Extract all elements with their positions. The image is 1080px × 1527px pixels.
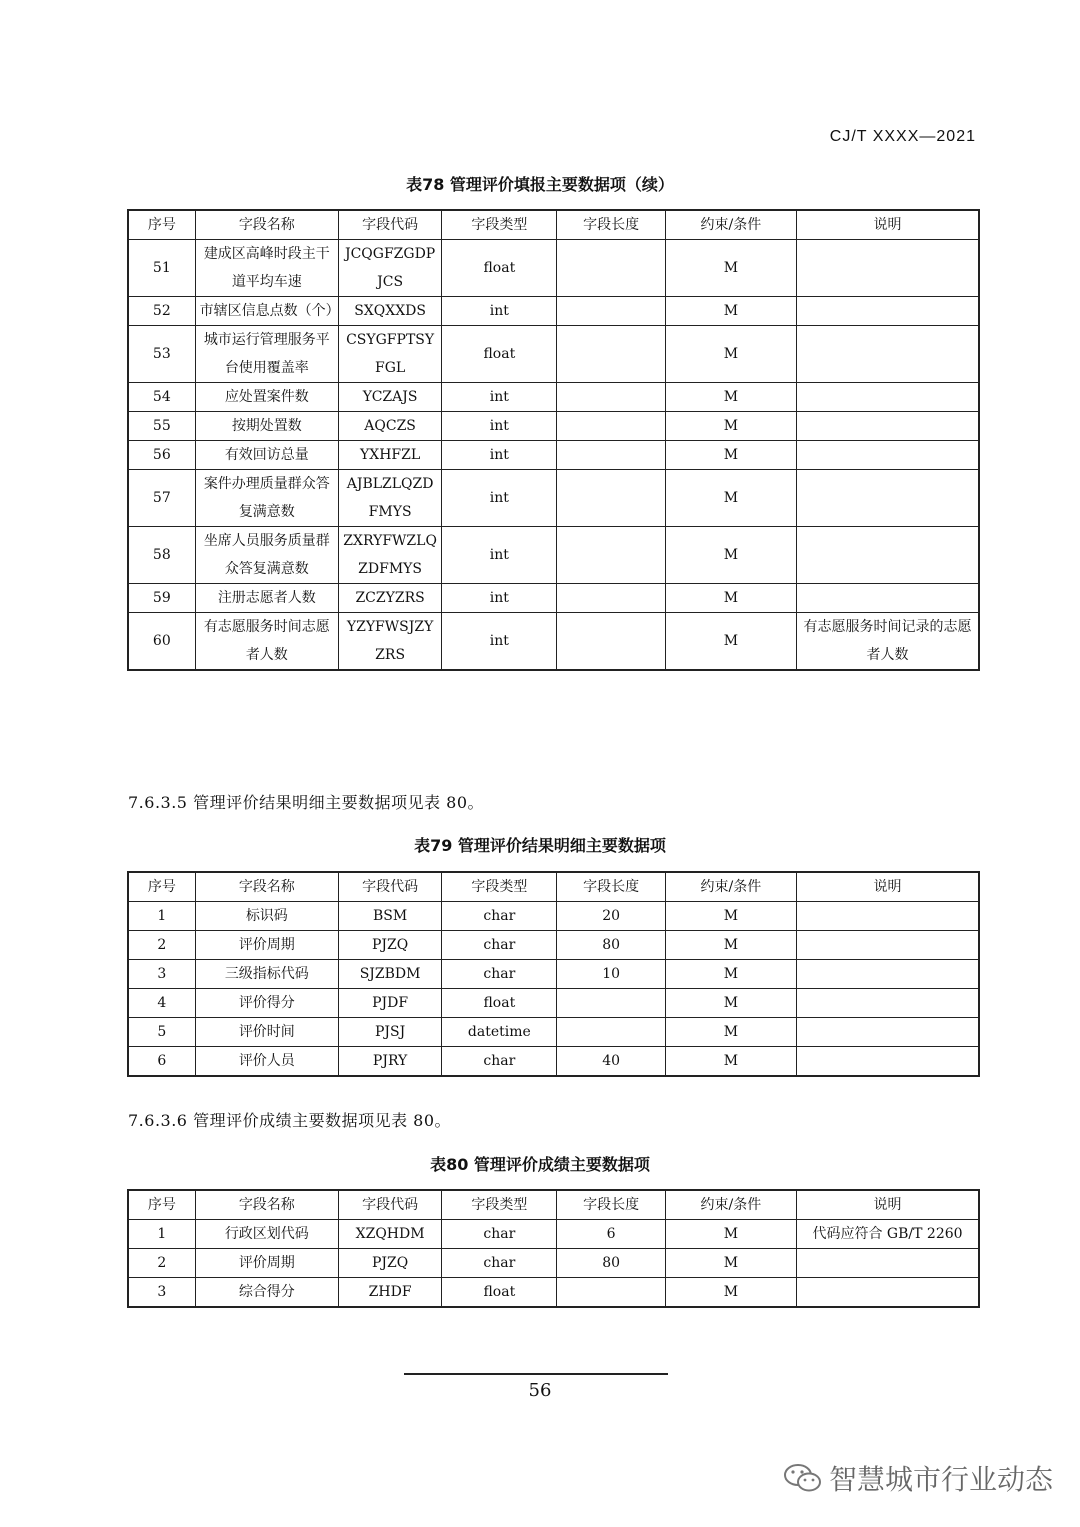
table-cell: ZHDF <box>338 1278 441 1308</box>
table-cell: M <box>665 527 796 584</box>
table-cell: 评价人员 <box>195 1047 338 1077</box>
table-cell <box>797 584 979 613</box>
column-header: 说明 <box>797 872 979 902</box>
table-cell <box>797 1018 979 1047</box>
table-row <box>128 441 979 470</box>
table80 <box>127 1189 980 1308</box>
table80-header-row <box>128 1190 979 1220</box>
column-header: 字段代码 <box>338 872 441 902</box>
table79 <box>127 871 980 1077</box>
column-header: 字段名称 <box>195 210 338 240</box>
column-header: 字段类型 <box>442 872 557 902</box>
table-row <box>128 1249 979 1278</box>
table-cell <box>557 584 665 613</box>
table-cell: 55 <box>128 412 195 441</box>
table-cell <box>557 527 665 584</box>
column-header: 约束/条件 <box>665 210 796 240</box>
table-cell: 3 <box>128 960 195 989</box>
table-cell: 57 <box>128 470 195 527</box>
table-cell: 1 <box>128 902 195 931</box>
table-cell: AJBLZLQZDFMYS <box>338 470 441 527</box>
table-cell: 54 <box>128 383 195 412</box>
table-cell: int <box>442 383 557 412</box>
table-row <box>128 960 979 989</box>
table-cell: int <box>442 470 557 527</box>
table-row <box>128 240 979 297</box>
table-cell: M <box>665 960 796 989</box>
column-header: 说明 <box>797 210 979 240</box>
table-cell: 建成区高峰时段主干道平均车速 <box>195 240 338 297</box>
clause-7-6-3-6: 7.6.3.6 管理评价成绩主要数据项见表 80。 <box>128 1111 452 1130</box>
table-cell: YZYFWSJZYZRS <box>338 613 441 671</box>
table-row <box>128 383 979 412</box>
page-number: 56 <box>528 1380 552 1401</box>
table-row <box>128 527 979 584</box>
table-cell: 2 <box>128 931 195 960</box>
table-cell: char <box>442 1249 557 1278</box>
table-cell: M <box>665 470 796 527</box>
table-cell <box>557 240 665 297</box>
table-cell: M <box>665 613 796 671</box>
table-cell: M <box>665 989 796 1018</box>
column-header: 字段长度 <box>557 1190 665 1220</box>
table-cell: 3 <box>128 1278 195 1308</box>
table-cell: 三级指标代码 <box>195 960 338 989</box>
table-cell: SJZBDM <box>338 960 441 989</box>
table-cell <box>797 960 979 989</box>
table-cell: 有志愿服务时间志愿者人数 <box>195 613 338 671</box>
table-cell: char <box>442 931 557 960</box>
table-cell: AQCZS <box>338 412 441 441</box>
table-row <box>128 584 979 613</box>
table-cell: 52 <box>128 297 195 326</box>
table-cell <box>557 412 665 441</box>
column-header: 字段长度 <box>557 872 665 902</box>
column-header: 字段类型 <box>442 1190 557 1220</box>
table-cell: M <box>665 584 796 613</box>
table-cell: PJZQ <box>338 1249 441 1278</box>
table-cell: float <box>442 326 557 383</box>
column-header: 字段长度 <box>557 210 665 240</box>
table-row <box>128 931 979 960</box>
column-header: 序号 <box>128 210 195 240</box>
table-cell: M <box>665 1278 796 1308</box>
table79-body <box>128 902 979 1077</box>
table-cell <box>797 240 979 297</box>
table-cell: 评价周期 <box>195 1249 338 1278</box>
table-cell: 51 <box>128 240 195 297</box>
table-cell: 4 <box>128 989 195 1018</box>
table-cell: 城市运行管理服务平台使用覆盖率 <box>195 326 338 383</box>
table-cell: 标识码 <box>195 902 338 931</box>
table-cell: int <box>442 441 557 470</box>
table-cell: M <box>665 412 796 441</box>
column-header: 序号 <box>128 872 195 902</box>
table-cell <box>557 613 665 671</box>
table79-header-row <box>128 872 979 902</box>
table-cell: float <box>442 1278 557 1308</box>
table-cell: int <box>442 584 557 613</box>
table-cell: 10 <box>557 960 665 989</box>
wechat-icon <box>783 1461 823 1495</box>
table-cell: 注册志愿者人数 <box>195 584 338 613</box>
column-header: 字段类型 <box>442 210 557 240</box>
table-cell: 58 <box>128 527 195 584</box>
table-cell: 6 <box>128 1047 195 1077</box>
table-cell: float <box>442 240 557 297</box>
table-cell: M <box>665 240 796 297</box>
table-cell: ZCZYZRS <box>338 584 441 613</box>
column-header: 字段名称 <box>195 1190 338 1220</box>
table-cell: 坐席人员服务质量群众答复满意数 <box>195 527 338 584</box>
table-cell: PJRY <box>338 1047 441 1077</box>
table-cell: SXQXXDS <box>338 297 441 326</box>
table-cell: YCZAJS <box>338 383 441 412</box>
table-cell <box>797 931 979 960</box>
table-cell: 53 <box>128 326 195 383</box>
table-cell: M <box>665 383 796 412</box>
table-cell: XZQHDM <box>338 1220 441 1249</box>
table-cell: int <box>442 527 557 584</box>
table-cell <box>557 1018 665 1047</box>
table-cell <box>557 297 665 326</box>
table-cell: 案件办理质量群众答复满意数 <box>195 470 338 527</box>
table-cell <box>797 383 979 412</box>
table-row <box>128 1047 979 1077</box>
table-cell: M <box>665 1249 796 1278</box>
table-cell <box>797 902 979 931</box>
table-cell: int <box>442 297 557 326</box>
table80-body <box>128 1220 979 1308</box>
document-code: CJ/T XXXX—2021 <box>829 128 976 145</box>
table78-header-row <box>128 210 979 240</box>
table-cell: BSM <box>338 902 441 931</box>
table-cell: 应处置案件数 <box>195 383 338 412</box>
watermark <box>783 1458 1053 1498</box>
column-header: 约束/条件 <box>665 1190 796 1220</box>
table-cell: char <box>442 1220 557 1249</box>
table-cell <box>797 470 979 527</box>
table-cell <box>797 1047 979 1077</box>
table-cell: M <box>665 1018 796 1047</box>
table-cell: PJSJ <box>338 1018 441 1047</box>
table-cell: 1 <box>128 1220 195 1249</box>
table-cell <box>557 383 665 412</box>
table-cell <box>797 412 979 441</box>
table-cell: 56 <box>128 441 195 470</box>
table-cell: M <box>665 902 796 931</box>
table-cell <box>797 297 979 326</box>
table-cell: 59 <box>128 584 195 613</box>
table-row <box>128 326 979 383</box>
column-header: 约束/条件 <box>665 872 796 902</box>
table-cell: datetime <box>442 1018 557 1047</box>
table-cell <box>797 527 979 584</box>
table-cell: 40 <box>557 1047 665 1077</box>
table78-caption: 表78 管理评价填报主要数据项（续） <box>406 175 674 194</box>
table-cell: M <box>665 326 796 383</box>
table-cell <box>797 326 979 383</box>
table-cell <box>557 326 665 383</box>
table-cell: 20 <box>557 902 665 931</box>
table-cell: PJDF <box>338 989 441 1018</box>
table-cell: 6 <box>557 1220 665 1249</box>
table78 <box>127 209 980 671</box>
table-cell: 80 <box>557 931 665 960</box>
table-cell: 行政区划代码 <box>195 1220 338 1249</box>
table-cell: char <box>442 902 557 931</box>
table-cell <box>557 1278 665 1308</box>
table-row <box>128 1278 979 1308</box>
table-cell: 代码应符合 GB/T 2260 <box>797 1220 979 1249</box>
table-row <box>128 1220 979 1249</box>
table-cell <box>797 441 979 470</box>
table-cell <box>797 1278 979 1308</box>
table-cell: CSYGFPTSYFGL <box>338 326 441 383</box>
table-cell: 综合得分 <box>195 1278 338 1308</box>
watermark-text: 智慧城市行业动态 <box>829 1463 1054 1496</box>
table-cell: 60 <box>128 613 195 671</box>
table-cell: 评价时间 <box>195 1018 338 1047</box>
table-cell: 80 <box>557 1249 665 1278</box>
table-cell: M <box>665 297 796 326</box>
table-cell: 有效回访总量 <box>195 441 338 470</box>
table-cell: 2 <box>128 1249 195 1278</box>
table-cell <box>797 989 979 1018</box>
column-header: 字段代码 <box>338 1190 441 1220</box>
table-cell: M <box>665 1047 796 1077</box>
table-row <box>128 989 979 1018</box>
table-cell <box>557 441 665 470</box>
table-row <box>128 1018 979 1047</box>
table-cell: PJZQ <box>338 931 441 960</box>
table78-body <box>128 240 979 671</box>
table-cell: float <box>442 989 557 1018</box>
table-cell: 评价周期 <box>195 931 338 960</box>
table-cell <box>557 470 665 527</box>
column-header: 字段代码 <box>338 210 441 240</box>
table-cell <box>557 989 665 1018</box>
table-cell <box>797 1249 979 1278</box>
table-cell: M <box>665 441 796 470</box>
column-header: 序号 <box>128 1190 195 1220</box>
table-row <box>128 412 979 441</box>
table-cell: M <box>665 1220 796 1249</box>
footer-divider <box>404 1373 668 1375</box>
table-cell: int <box>442 613 557 671</box>
table-cell: 5 <box>128 1018 195 1047</box>
table-cell: 评价得分 <box>195 989 338 1018</box>
table-cell: YXHFZL <box>338 441 441 470</box>
table-row <box>128 613 979 671</box>
table-cell: 按期处置数 <box>195 412 338 441</box>
table-cell: 市辖区信息点数（个） <box>195 297 338 326</box>
table-cell: int <box>442 412 557 441</box>
clause-7-6-3-5: 7.6.3.5 管理评价结果明细主要数据项见表 80。 <box>128 793 485 812</box>
column-header: 说明 <box>797 1190 979 1220</box>
table-cell: 有志愿服务时间记录的志愿者人数 <box>797 613 979 671</box>
column-header: 字段名称 <box>195 872 338 902</box>
table-row <box>128 470 979 527</box>
table-cell: ZXRYFWZLQZDFMYS <box>338 527 441 584</box>
table-row <box>128 902 979 931</box>
table-cell: JCQGFZGDPJCS <box>338 240 441 297</box>
table-cell: M <box>665 931 796 960</box>
table-row <box>128 297 979 326</box>
table-cell: char <box>442 960 557 989</box>
table80-caption: 表80 管理评价成绩主要数据项 <box>430 1155 650 1174</box>
table79-caption: 表79 管理评价结果明细主要数据项 <box>414 836 666 855</box>
table-cell: char <box>442 1047 557 1077</box>
